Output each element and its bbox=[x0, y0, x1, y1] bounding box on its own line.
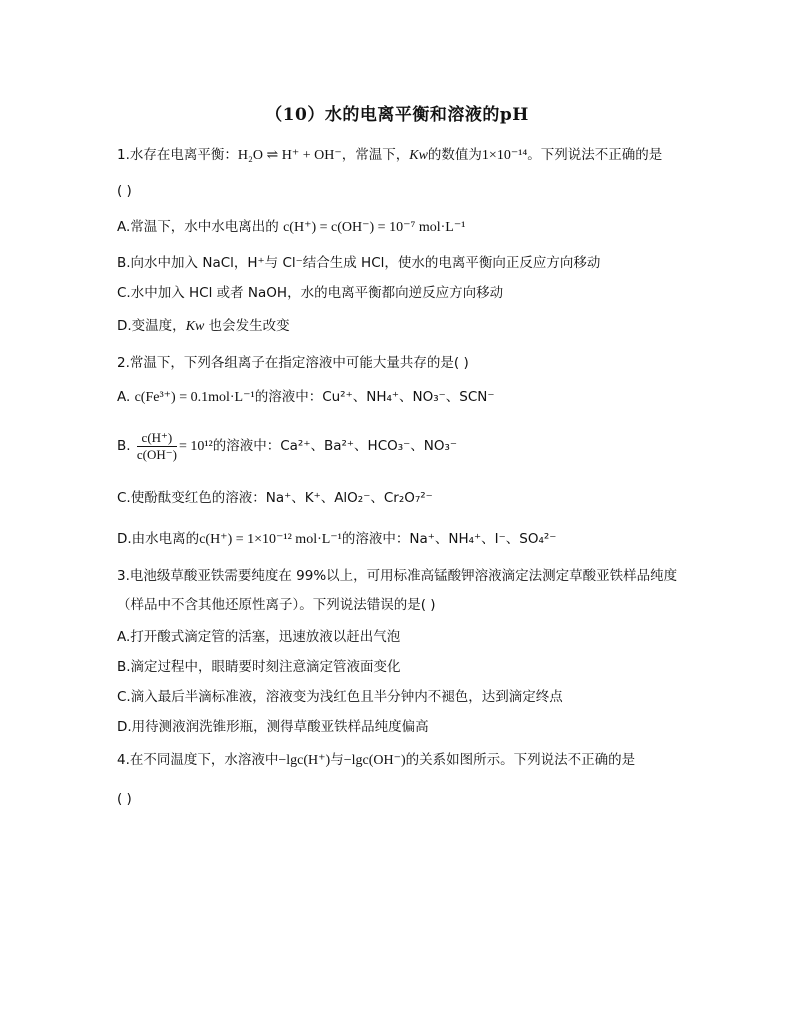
q1-option-d bbox=[117, 317, 684, 336]
q1-stem-prefix: 1.水存在电离平衡： bbox=[117, 147, 238, 163]
q2-option-b bbox=[117, 426, 684, 467]
q1-option-d-text: 也会发生改变 bbox=[208, 318, 290, 334]
q1-option-b: B.向水中加入 NaCl，H⁺与 Cl⁻结合生成 HCl，使水的电离平衡向正反应方向移动 bbox=[117, 255, 601, 271]
q1-kw-symbol: Kw bbox=[409, 148, 428, 163]
q1-option-a-math: c(H⁺) = c(OH⁻) = 10⁻⁷ mol·L⁻¹ bbox=[283, 220, 466, 235]
q2-option-b-math: = 10¹² bbox=[178, 439, 213, 454]
q4-stem-prefix: 4.在不同温度下，水溶液中 bbox=[117, 752, 279, 768]
q2-option-d-math: c(H⁺) = 1×10⁻¹² mol·L⁻¹ bbox=[199, 532, 342, 547]
q1-stem-mid: ，常温下， bbox=[341, 147, 410, 163]
q2-stem: 2.常温下，下列各组离子在指定溶液中可能大量共存的是( ) bbox=[117, 355, 469, 371]
q2-option-b-denominator: c(OH⁻) bbox=[136, 446, 177, 462]
q3-option-c: C.滴入最后半滴标准液，溶液变为浅红色且半分钟内不褪色，达到滴定终点 bbox=[117, 689, 563, 705]
q3-option-d: D.用待测液润洗锥形瓶，测得草酸亚铁样品纯度偏高 bbox=[117, 719, 429, 735]
q2-option-a-label: A. bbox=[117, 389, 131, 405]
q2-option-b-numerator: c(H⁺) bbox=[137, 430, 177, 447]
q1-option-c: C.水中加入 HCl 或者 NaOH，水的电离平衡都向逆反应方向移动 bbox=[117, 285, 504, 301]
q2-option-d-label: D.由水电离的 bbox=[117, 531, 200, 547]
q1-option-d-math: Kw bbox=[185, 319, 205, 334]
q1-kw-value: 1×10⁻¹⁴ bbox=[481, 148, 528, 163]
q2-option-d-text: 的溶液中：Na⁺、NH₄⁺、I⁻、SO₄²⁻ bbox=[341, 531, 557, 547]
q2-option-d bbox=[117, 530, 684, 549]
q2-option-a-text: 的溶液中：Cu²⁺、NH₄⁺、NO₃⁻、SCN⁻ bbox=[254, 389, 495, 405]
q3-option-b: B.滴定过程中，眼睛要时刻注意滴定管液面变化 bbox=[117, 659, 401, 675]
q1-stem-suffix: 。下列说法不正确的是 bbox=[527, 147, 663, 163]
q4-math-oh: −lgc(OH⁻) bbox=[343, 753, 406, 768]
q1-stem-mid2: 的数值为 bbox=[427, 147, 482, 163]
q4-stem bbox=[117, 751, 684, 770]
q1-option-a bbox=[117, 218, 684, 237]
q4-math-h: −lgc(H⁺) bbox=[278, 753, 331, 768]
q2-option-a bbox=[117, 388, 684, 407]
q2-option-c: C.使酚酞变红色的溶液：Na⁺、K⁺、AlO₂⁻、Cr₂O₇²⁻ bbox=[117, 490, 433, 506]
q1-answer-blank: ( ) bbox=[117, 183, 132, 199]
q2-option-b-label: B. bbox=[117, 438, 131, 454]
page-title: （10）水的电离平衡和溶液的pH bbox=[265, 105, 529, 125]
q4-stem-mid: 与 bbox=[330, 752, 344, 768]
q3-stem-line2: （样品中不含其他还原性离子）。下列说法错误的是( ) bbox=[117, 597, 436, 613]
q1-equation: H₂O ⇌ H⁺ + OH⁻ bbox=[237, 148, 342, 163]
q2-option-a-math: c(Fe³⁺) = 0.1mol·L⁻¹ bbox=[134, 390, 255, 405]
q3-stem-line1: 3.电池级草酸亚铁需要纯度在 99%以上，可用标准高锰酸钾溶液滴定法测定草酸亚铁样品纯度 bbox=[117, 568, 678, 584]
q3-option-a: A.打开酸式滴定管的活塞，迅速放液以赶出气泡 bbox=[117, 629, 401, 645]
q2-option-b-text: 的溶液中：Ca²⁺、Ba²⁺、HCO₃⁻、NO₃⁻ bbox=[212, 438, 458, 454]
q2-option-b-fraction bbox=[137, 430, 177, 463]
q4-stem-suffix: 的关系如图所示。下列说法不正确的是 bbox=[405, 752, 636, 768]
q1-option-d-label: D.变温度， bbox=[117, 318, 186, 334]
q1-option-a-label: A.常温下，水中水电离出的 bbox=[117, 219, 279, 235]
q4-answer-blank: ( ) bbox=[117, 791, 132, 807]
q1-stem bbox=[117, 146, 684, 165]
